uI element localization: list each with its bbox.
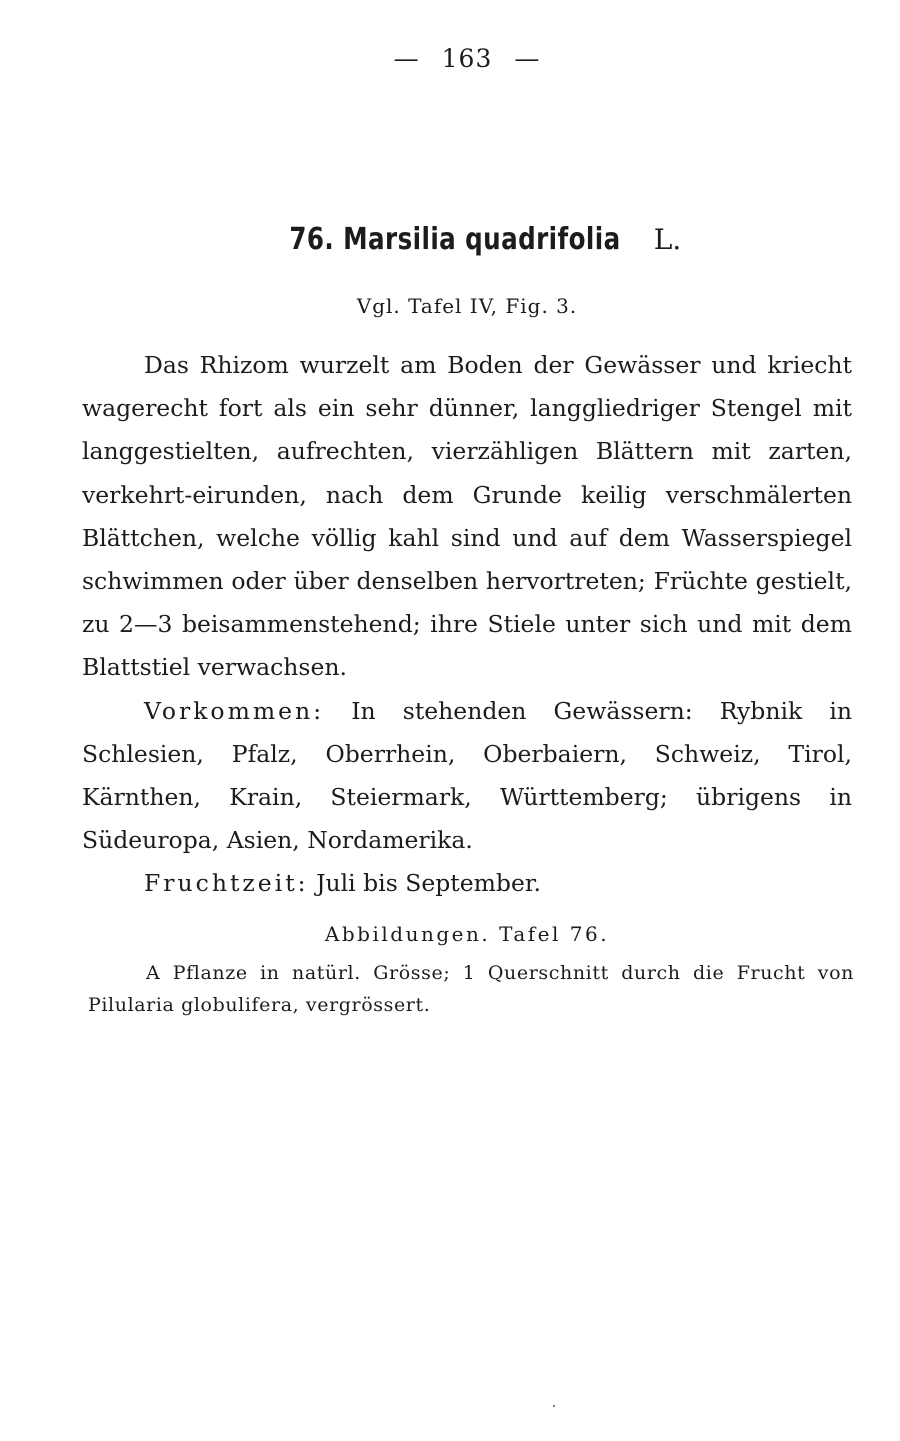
species-number-and-name: 76. Marsilia quadrifolia	[289, 222, 621, 257]
description-paragraph: Das Rhizom wurzelt am Boden der Gewässer und kriecht wagerecht fort als ein sehr dünner, langgliedriger Stengel mit langgestielten, aufrechten, vierzähligen Blättern mit zarten, verkehrt-eirunden, nach dem Grunde keilig verschmälerten Blättchen, welche völlig kahl sind und auf dem Wasserspiegel schwimmen oder über denselben hervortreten; Früchte gestielt, zu 2—3 beisammenstehend; ihre Stiele unter sich und mit dem Blattstiel verwachsen.	[82, 351, 852, 682]
fruiting-label: Fruchtzeit:	[144, 869, 309, 898]
header-dash-left: —	[393, 44, 420, 73]
page-number: 163	[441, 44, 493, 73]
page-number-header	[0, 44, 900, 73]
occurrence-paragraph	[82, 690, 852, 863]
figures-caption-text: A Pflanze in natürl. Grösse; 1 Querschnitt durch die Frucht von Pilularia globulifera, vergrössert.	[88, 962, 854, 1016]
fruiting-text: Juli bis September.	[316, 869, 541, 898]
fruiting-paragraph	[82, 862, 852, 905]
header-dash-right: —	[514, 44, 541, 73]
plate-reference: Vgl. Tafel IV, Fig. 3.	[356, 294, 578, 318]
species-author: L.	[653, 223, 682, 256]
occurrence-text: In stehenden Gewässern: Rybnik in Schlesien, Pfalz, Oberrhein, Oberbaiern, Schweiz, Tirol, Kärnthen, Krain, Steiermark, Württemberg; übrigens in Südeuropa, Asien, Nordamerika.	[82, 696, 852, 855]
species-body	[82, 344, 852, 906]
figures-caption	[88, 957, 854, 1021]
occurrence-label: Vorkommen:	[144, 696, 325, 725]
species-title	[0, 222, 900, 257]
paper-speck	[553, 1405, 555, 1407]
figures-heading: Abbildungen. Tafel 76.	[324, 922, 610, 946]
